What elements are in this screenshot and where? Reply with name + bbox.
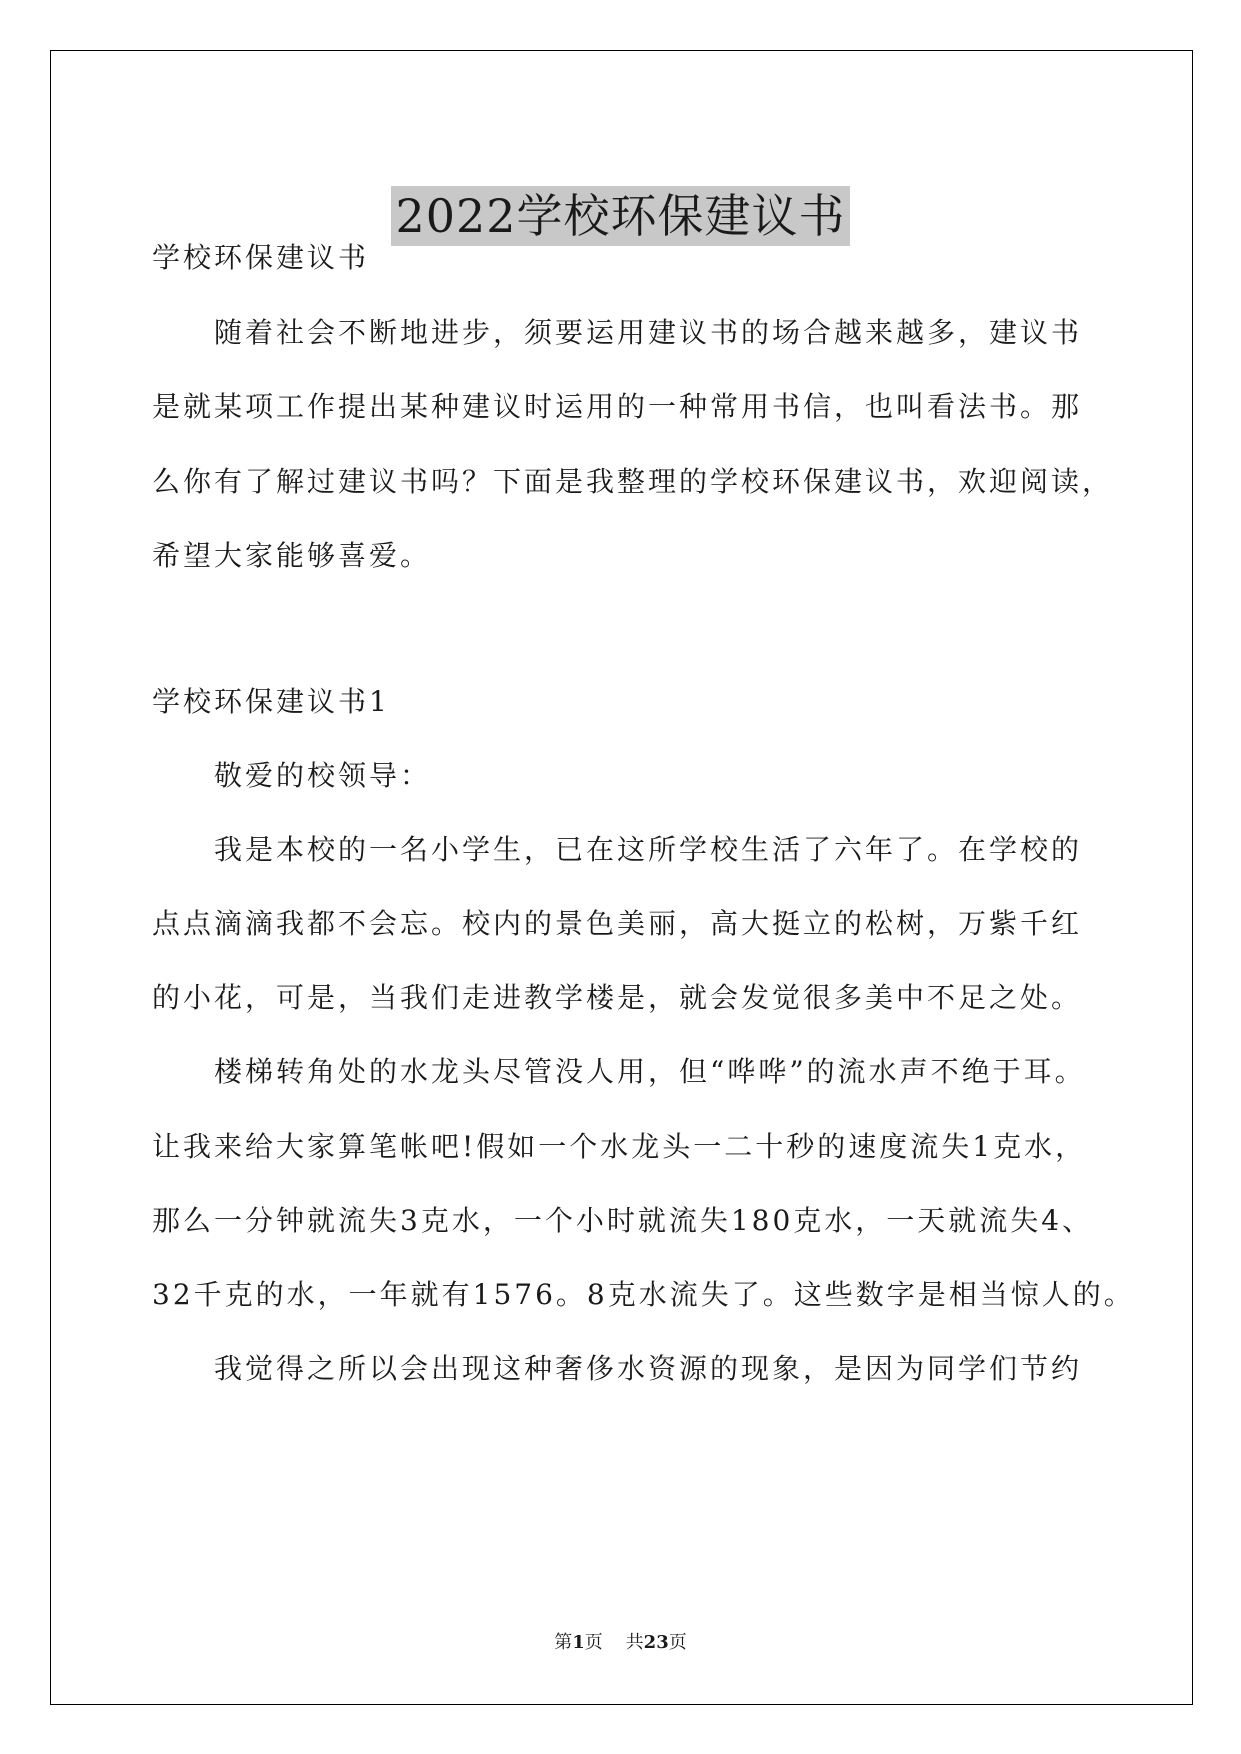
section-heading: 学校环保建议书1 (152, 685, 390, 718)
footer-page-number: 1 (572, 1632, 585, 1653)
paragraph-line: 我觉得之所以会出现这种奢侈水资源的现象，是因为同学们节约 (214, 1352, 1083, 1385)
paragraph-line: 点点滴滴我都不会忘。校内的景色美丽，高大挺立的松树，万紫千红 (152, 907, 1083, 940)
subtitle: 学校环保建议书 (152, 241, 370, 274)
document-title: 2022学校环保建议书 (391, 186, 849, 246)
paragraph-line: 让我来给大家算笔帐吧!假如一个水龙头一二十秒的速度流失1克水， (152, 1130, 1087, 1163)
paragraph-line: 么你有了解过建议书吗？下面是我整理的学校环保建议书，欢迎阅读， (152, 465, 1114, 498)
footer-page-prefix: 第 (554, 1632, 573, 1653)
paragraph-line: 的小花，可是，当我们走进教学楼是，就会发觉很多美中不足之处。 (152, 981, 1083, 1014)
paragraph-line: 32千克的水，一年就有1576。8克水流失了。这些数字是相当惊人的。 (152, 1278, 1135, 1311)
footer-page-suffix: 页 (584, 1632, 603, 1653)
salutation: 敬爱的校领导： (214, 759, 432, 792)
footer-total-pages: 23 (643, 1632, 669, 1653)
paragraph-line: 随着社会不断地进步，须要运用建议书的场合越来越多，建议书 (214, 316, 1083, 349)
paragraph-line: 希望大家能够喜爱。 (152, 539, 432, 572)
page-footer (0, 1631, 1241, 1655)
footer-total-suffix: 页 (668, 1632, 687, 1653)
footer-total-prefix: 共 (625, 1632, 644, 1653)
paragraph-line: 那么一分钟就流失3克水，一个小时就流失180克水，一天就流失4、 (152, 1204, 1094, 1237)
page-border (50, 50, 1193, 1705)
paragraph-line: 是就某项工作提出某种建议时运用的一种常用书信，也叫看法书。那 (152, 390, 1083, 423)
paragraph-line: 我是本校的一名小学生，已在这所学校生活了六年了。在学校的 (214, 833, 1083, 866)
paragraph-line: 楼梯转角处的水龙头尽管没人用，但“哗哗”的流水声不绝于耳。 (214, 1055, 1086, 1088)
